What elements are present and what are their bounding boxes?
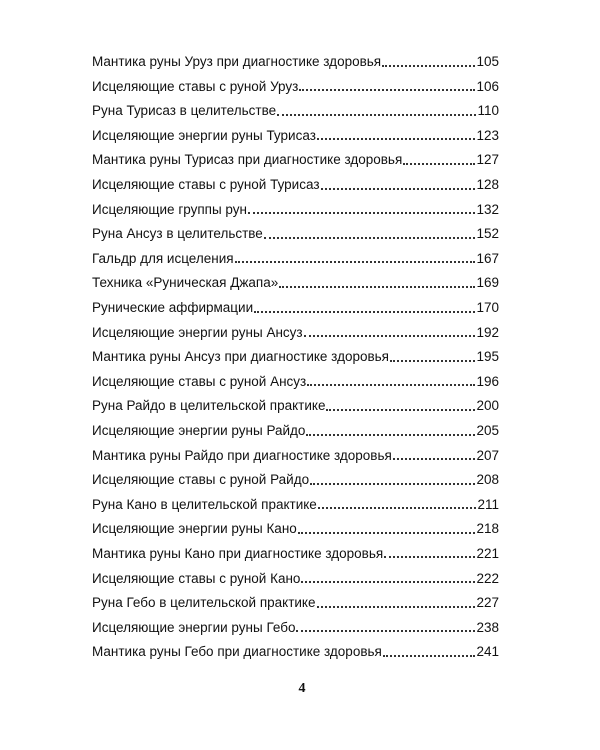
toc-entry-title: Руна Кано в целительской практике [92,496,317,512]
toc-entry [92,265,499,290]
dot-leader [383,655,476,657]
toc-entry [92,634,499,659]
dot-leader [299,89,475,91]
toc-entry-page: 128 [476,177,499,193]
toc-entry-title: Исцеляющие группы рун [92,201,247,217]
toc-entry-title: Рунические аффирмации [92,300,254,316]
toc-entry-title: Исцеляющие энергии руны Райдо [92,423,306,438]
toc-entry [92,413,499,438]
toc-entry-title: Исцеляющие ставы с руной Кано [92,570,301,586]
toc-entry [92,388,499,413]
toc-entry [92,192,499,217]
toc-entry-page: 227 [476,595,499,611]
toc-entry-page: 196 [476,373,499,389]
toc-entry [92,536,499,561]
dot-leader [317,606,476,608]
toc-entry-title: Исцеляющие энергии руны Ансуз [92,324,303,340]
toc-entry [92,290,499,315]
toc-entry-title: Мантика руны Кано при диагностике здоровья [92,545,384,561]
dot-leader [384,556,475,558]
toc-entry-title: Гальдр для исцеления [92,250,234,266]
toc-entry-page: 222 [476,570,499,586]
toc-entry [92,69,499,94]
toc-entry-title: Руна Райдо в целительской практике [92,398,326,414]
toc-entry-title: Исцеляющие ставы с руной Райдо [92,472,310,488]
toc-entry-title: Мантика руны Турисаз при диагностике здоровья [92,152,403,168]
dot-leader [310,483,475,485]
dot-leader [393,458,476,460]
toc-entry-title: Исцеляющие энергии руны Турисаз [92,127,316,143]
dot-leader [321,188,476,190]
toc-entry-page: 238 [476,619,499,635]
toc-entry-title: Исцеляющие ставы с руной Уруз [92,78,299,94]
toc-entry-title: Руна Ансуз в целительстве [92,226,263,242]
toc-entry [92,560,499,585]
toc-entry-title: Мантика руны Ансуз при диагностике здоровья [92,349,389,365]
dot-leader [382,65,475,67]
toc-entry [92,315,499,340]
toc-entry-page: 221 [476,545,499,561]
toc-entry-page: 105 [476,54,499,70]
toc-entry-page: 200 [476,398,499,414]
toc-entry-title: Руна Турисаз в целительстве [92,103,277,119]
toc-entry [92,511,499,536]
toc-entry [92,93,499,118]
toc-entry-page: 170 [476,300,499,316]
toc-entry-page: 127 [476,152,499,168]
dot-leader [307,384,475,386]
toc-entry-page: 169 [476,275,499,291]
toc-entry [92,610,499,635]
toc-entry-page: 211 [477,496,499,512]
dot-leader [306,434,475,436]
toc-entry [92,167,499,192]
toc-entry [92,487,499,512]
toc-entry [92,364,499,389]
toc-entry-title: Исцеляющие энергии руны Гебо [92,619,296,635]
dot-leader [279,286,475,288]
dot-leader [235,261,476,263]
toc-entry-title: Исцеляющие ставы с руной Ансуз [92,373,307,389]
dot-leader [298,532,476,534]
toc-entry [92,462,499,487]
toc-entry [92,241,499,266]
toc-entry-page: 208 [476,472,499,488]
dot-leader [301,581,475,583]
toc-entry-page: 218 [476,521,499,537]
toc-entry-page: 205 [476,423,499,438]
toc-entry [92,216,499,241]
toc-entry-page: 132 [476,201,499,217]
toc-entry-title: Техника «Руническая Джапа» [92,275,279,291]
dot-leader [304,335,476,337]
dot-leader [326,409,475,411]
page-number: 4 [298,681,306,696]
toc-entry-page: 167 [476,250,499,266]
toc-entry-title: Мантика руны Уруз при диагностике здоровья [92,54,382,70]
toc-entry [92,339,499,364]
toc-entry-page: 152 [476,226,499,242]
toc-entry [92,438,499,463]
toc-entry-page: 241 [476,644,499,660]
toc-entry-title: Руна Гебо в целительской практике [92,595,316,611]
dot-leader [390,360,475,362]
dot-leader [317,138,476,140]
toc-entry-page: 106 [476,78,499,94]
toc-entry-page: 123 [476,127,499,143]
toc-entry-title: Мантика руны Райдо при диагностике здоровья [92,447,392,463]
toc-entry [92,118,499,143]
toc-entry-page: 207 [476,447,499,463]
toc-entry-title: Исцеляющие энергии руны Кано [92,521,297,537]
dot-leader [296,630,475,632]
dot-leader [254,311,475,313]
toc-entry [92,142,499,167]
table-of-contents [92,44,499,659]
dot-leader [277,114,476,116]
toc-entry [92,44,499,69]
toc-entry-title: Исцеляющие ставы с руной Турисаз [92,177,320,193]
dot-leader [318,507,477,509]
toc-entry [92,585,499,610]
dot-leader [248,212,475,214]
toc-entry-title: Мантика руны Гебо при диагностике здоровья [92,644,382,660]
toc-entry-page: 195 [476,349,499,365]
dot-leader [264,237,476,239]
dot-leader [403,163,475,165]
toc-entry-page: 192 [476,324,499,340]
toc-entry-page: 110 [477,103,499,119]
